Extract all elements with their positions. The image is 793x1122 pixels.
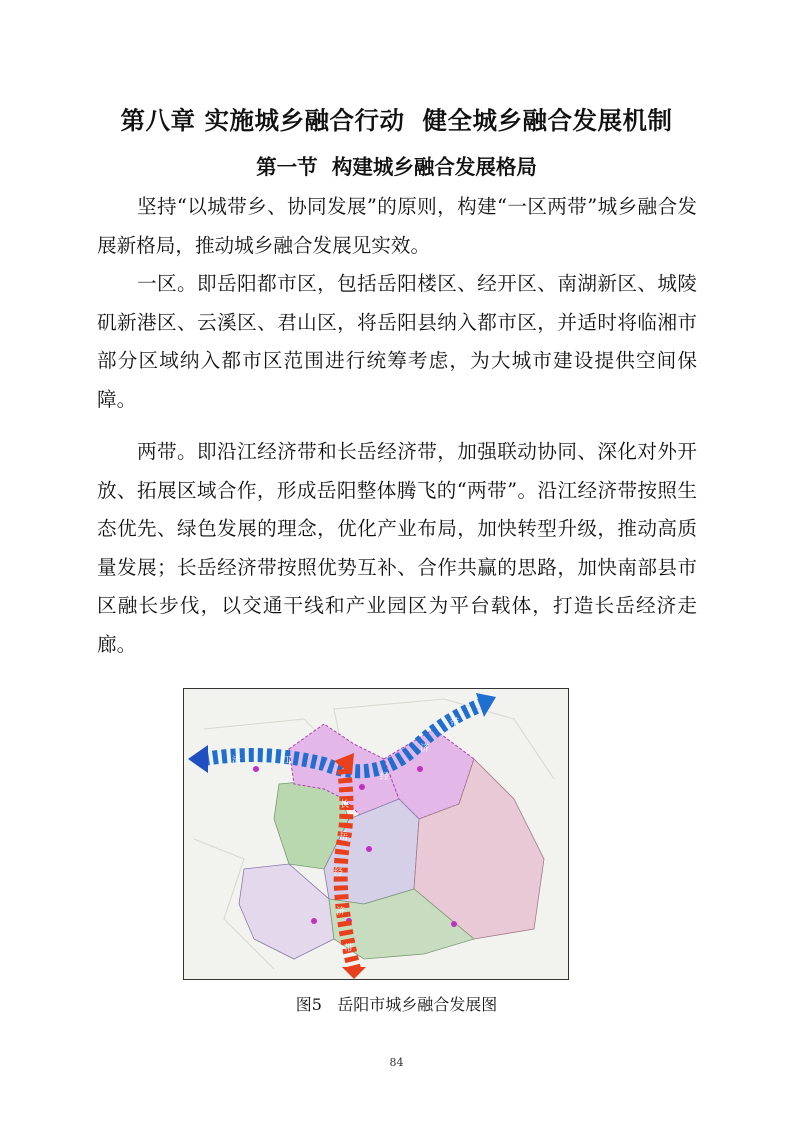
section-title: 第一节 构建城乡融合发展格局 [256,155,537,179]
city-marker [311,918,317,924]
city-marker [359,784,365,790]
figure-caption: 图5 岳阳市城乡融合发展图 [295,995,498,1014]
city-marker [417,766,423,772]
orange-belt-label: 经 [334,868,344,878]
city-marker [253,766,259,772]
blue-belt-label: 沿 [232,756,242,766]
orange-belt-label: 带 [344,944,354,954]
city-marker [451,921,457,927]
chapter-title: 第八章 实施城乡融合行动 健全城乡融合发展机制 [120,106,673,135]
city-marker [366,846,372,852]
orange-belt-label: 岳 [339,832,349,842]
blue-belt-label: 带 [450,718,460,728]
blue-belt-label: 经 [380,772,390,782]
blue-belt-label: 济 [420,744,430,754]
orange-belt-label: 长 [340,800,350,810]
development-map [184,689,568,979]
paragraph-one-zone: 一区。即岳阳都市区，包括岳阳楼区、经开区、南湖新区、城陵矶新港区、云溪区、君山区，将岳阳县纳入都市区，并适时将临湘市部分区域纳入都市区范围进行统筹考虑，为大城市建设提供空间保障。 [97,272,697,411]
orange-belt-label: 济 [336,907,346,917]
page-number: 84 [389,1056,404,1069]
paragraph-two-belts: 两带。即沿江经济带和长岳经济带，加强联动协同、深化对外开放、拓展区域合作，形成岳阳整体腾飞的“两带”。沿江经济带按照生态优先、绿色发展的理念，优化产业布局，加快转型升级，推动高质量发展；长岳经济带按照优势互补、合作共赢的思路，加快南部县市区融长步伐，以交通干线和产业园区为平台载体，打造长岳经济走廊。 [97,440,697,656]
paragraph-intro: 坚持“以城带乡、协同发展”的原则，构建“一区两带”城乡融合发展新格局，推动城乡融合发展见实效。 [97,195,697,257]
development-map-figure [183,688,569,980]
blue-belt-label: 江 [282,756,292,766]
